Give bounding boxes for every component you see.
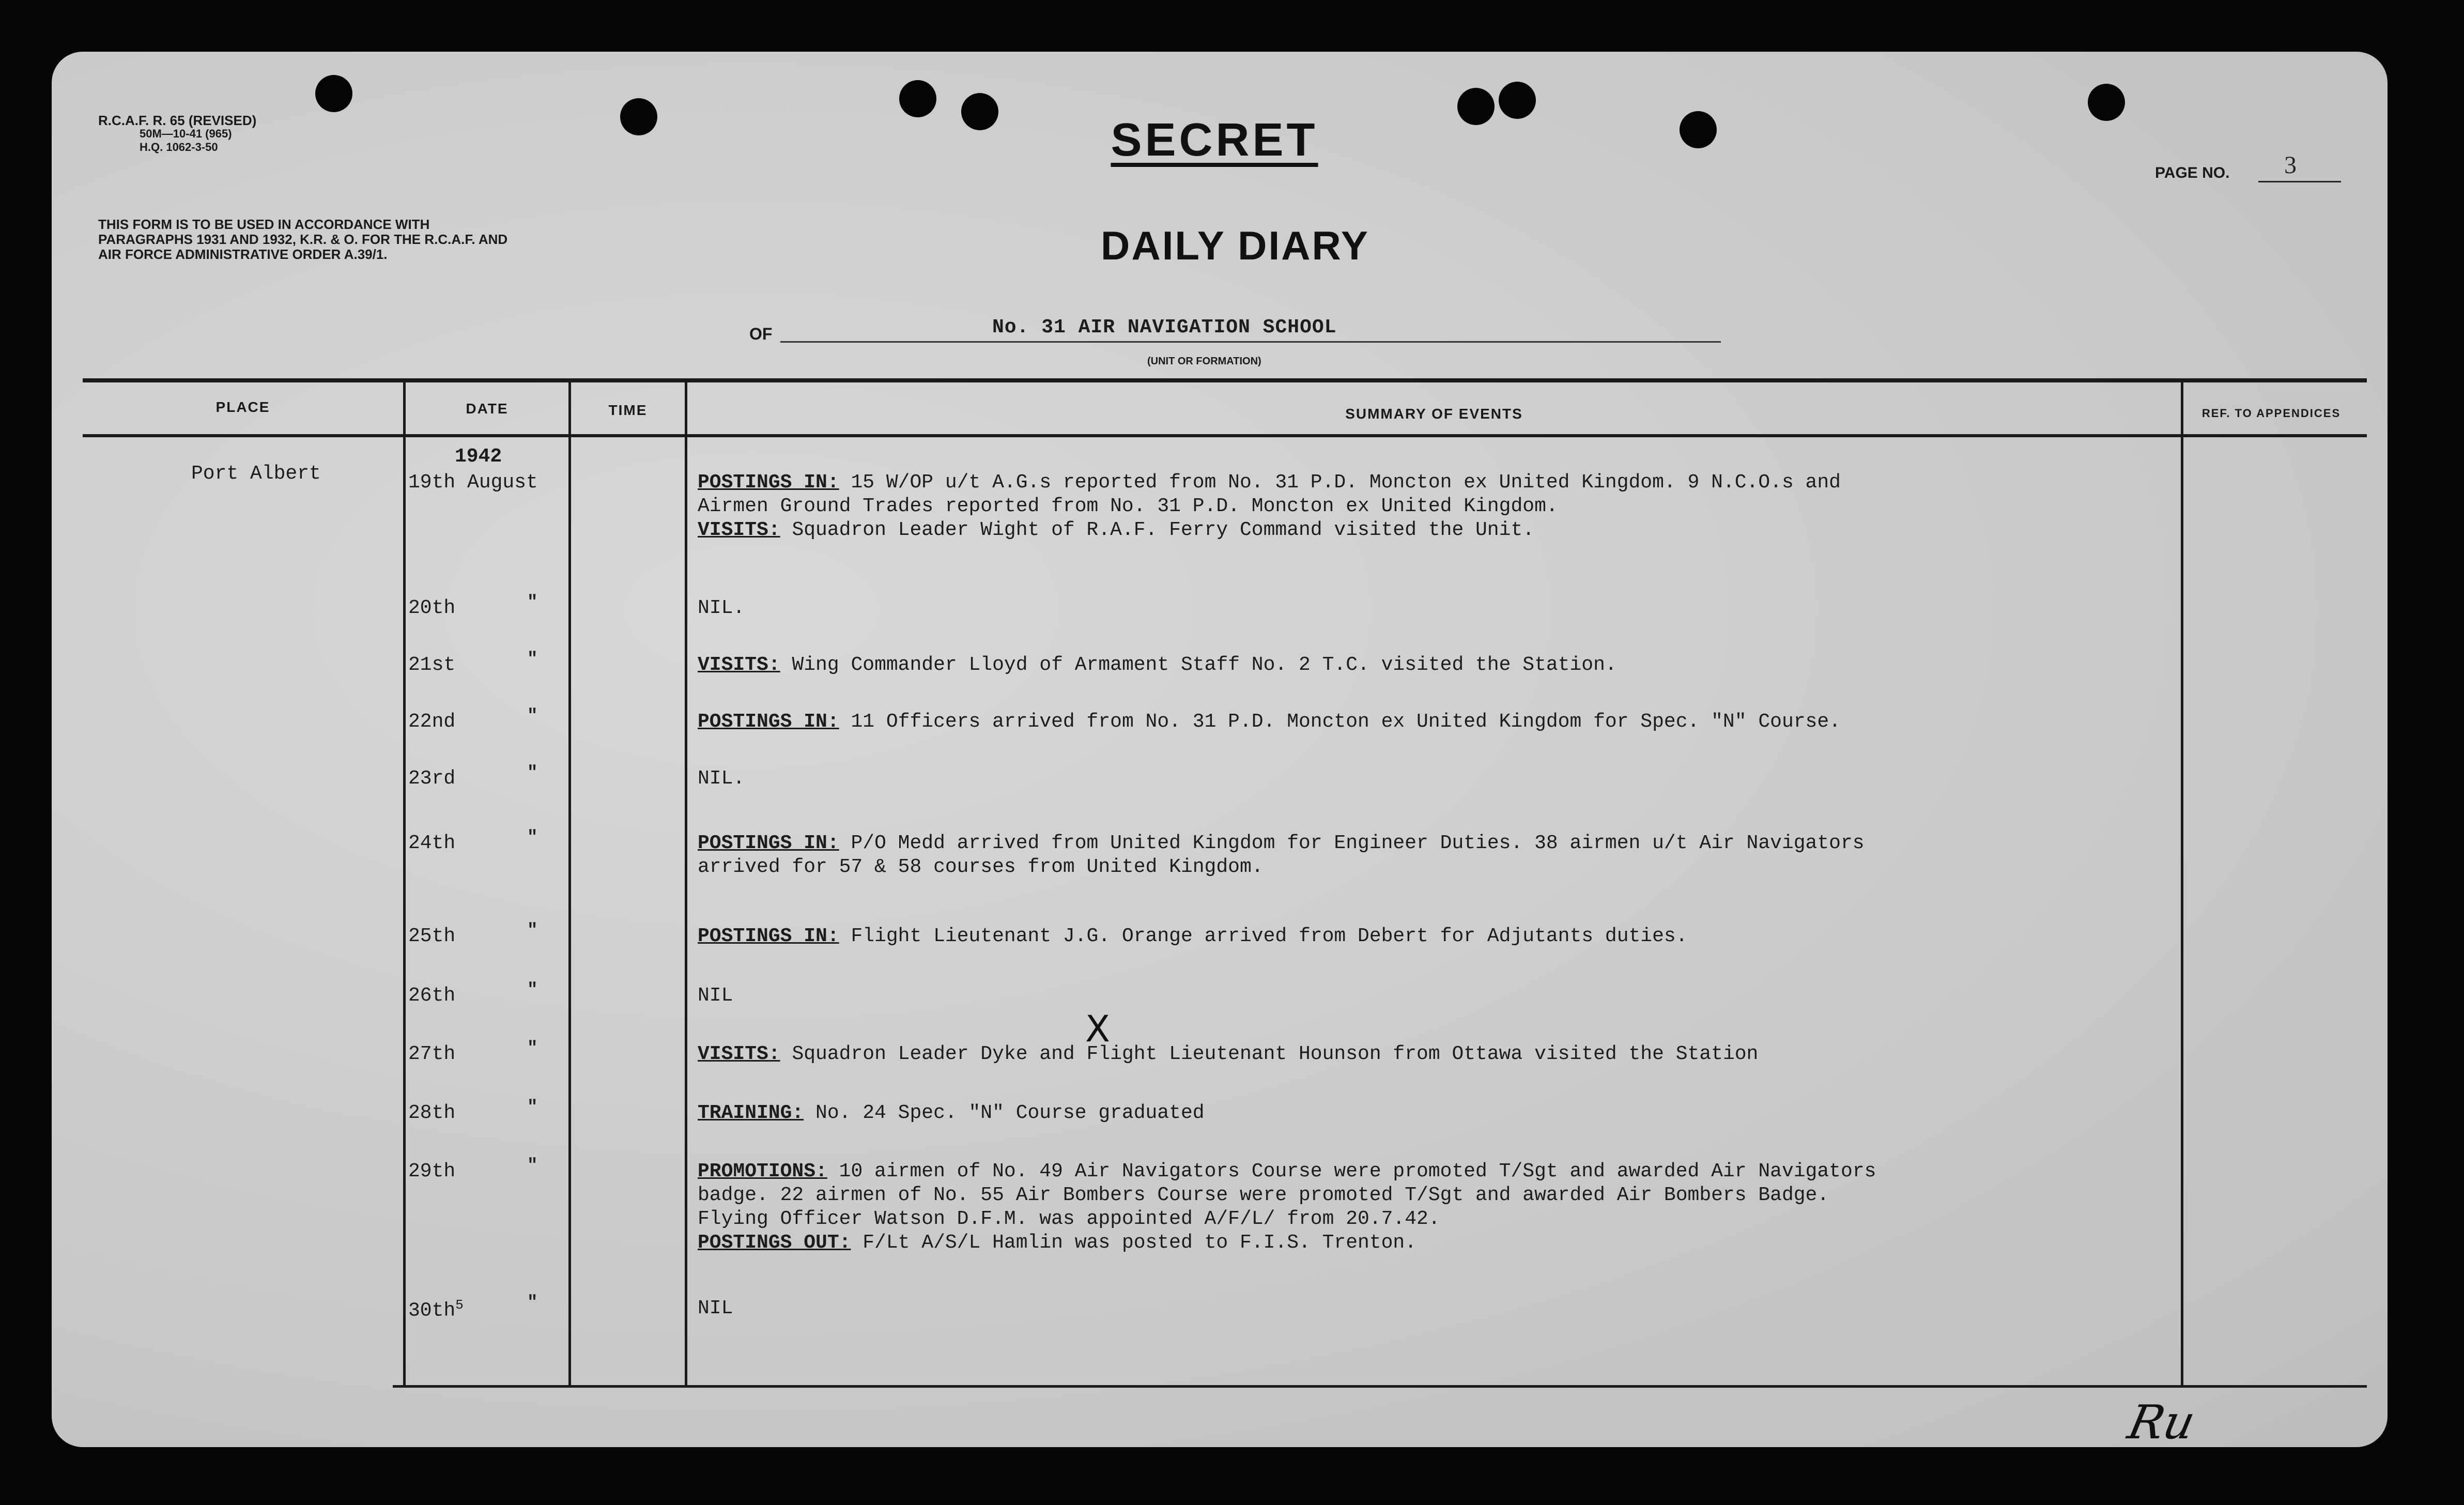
entry-text: Squadron Leader Wight of R.A.F. Ferry Command visited the Unit. [780,519,1535,541]
form-reference [98,114,256,154]
entry-text: NIL [698,1297,733,1319]
entry-text: F/Lt A/S/L Hamlin was posted to F.I.S. Trenton. [851,1232,1417,1254]
form-reference-line: 50M—10-41 (965) [140,127,232,140]
entry-category-label: TRAINING: [698,1102,804,1124]
entry-date: 29th [408,1160,456,1183]
entry-category-label: VISITS: [698,654,780,676]
entry-date: 20th [408,597,456,619]
entry-category-label: POSTINGS IN: [698,925,839,947]
entry-summary-line [698,597,745,619]
entry-category-label: PROMOTIONS: [698,1160,827,1183]
ditto-mark: " [527,1039,538,1058]
entry-text: P/O Medd arrived from United Kingdom for Engineer Duties. 38 airmen u/t Air Navigators [839,832,1865,854]
unit-name: No. 31 AIR NAVIGATION SCHOOL [992,316,1337,339]
entry-date: 27th [408,1043,456,1065]
unit-underline [780,341,1721,343]
entry-summary-line [698,654,1617,676]
entry-summary-line [698,856,1264,878]
column-divider [568,382,571,1388]
handwritten-initials: Ru [2123,1395,2200,1450]
entry-category-label: POSTINGS IN: [698,832,839,854]
column-heading-appendices: REF. TO APPENDICES [2201,407,2341,420]
entry-text: Flight Lieutenant J.G. Orange arrived from Debert for Adjutants duties. [839,925,1688,947]
entry-date: $30th^5$ [408,1297,464,1322]
form-title: DAILY DIARY [1101,223,1369,268]
page-number: 3 [2284,151,2297,179]
page-number-label: PAGE NO. [2155,164,2230,181]
ditto-mark: " [527,828,538,848]
entry-date: 24th [408,832,456,854]
entry-text: arrived for 57 & 58 courses from United Kingdom. [698,856,1264,878]
form-reference-line: H.Q. 1062-3-50 [140,141,218,153]
entry-text: 15 W/OP u/t A.G.s reported from No. 31 P.D. Moncton ex United Kingdom. 9 N.C.O.s and [839,471,1841,494]
ditto-mark: " [527,921,538,941]
entry-text: Flying Officer Watson D.F.M. was appointed A/F/L/ from 20.7.42. [698,1208,1440,1230]
diary-sheet [52,52,2388,1450]
entry-category-label: POSTINGS IN: [698,471,839,494]
punch-hole [899,80,936,117]
column-heading-place: PLACE [215,399,270,415]
entry-text: Airmen Ground Trades reported from No. 31 P.D. Moncton ex United Kingdom. [698,495,1558,517]
ditto-mark: " [527,593,538,612]
entry-date: 23rd [408,767,456,790]
entry-text: No. 24 Spec. "N" Course graduated [804,1102,1205,1124]
ditto-mark: " [527,763,538,783]
column-divider [2181,382,2183,1388]
column-divider [403,382,406,1388]
entry-category-label: VISITS: [698,1043,780,1065]
punch-hole [961,93,998,130]
entry-text: 11 Officers arrived from No. 31 P.D. Moncton ex United Kingdom for Spec. "N" Course. [839,711,1841,733]
entry-summary-line [698,985,733,1007]
entry-summary-line [698,519,1534,541]
ditto-mark: " [527,707,538,726]
entry-text: Wing Commander Lloyd of Armament Staff No. 2 T.C. visited the Station. [780,654,1617,676]
entry-date: 26th [408,985,456,1007]
table-bottom-rule [393,1385,2367,1388]
entry-category-label: POSTINGS OUT: [698,1232,851,1254]
entry-summary-line [698,1232,1416,1254]
place-cell: Port Albert [191,463,321,485]
entry-summary-line [698,495,1558,517]
entry-date-superscript: 5 [455,1297,464,1313]
ditto-mark: " [527,1293,538,1313]
entry-date: 19th August [408,471,538,494]
entry-date: 22nd [408,711,456,733]
ditto-mark: " [527,1156,538,1176]
form-usage-note: THIS FORM IS TO BE USED IN ACCORDANCE WITH PARAGRAPHS 1931 AND 1932, K.R. & O. FOR THE R.C.A.F. AND AIR FORCE ADMINISTRATIVE ORDER A.39/1. [98,217,508,262]
entry-text: NIL [698,985,733,1007]
unit-of-label: OF [749,325,773,343]
ditto-mark: " [527,650,538,669]
entry-text: NIL. [698,767,745,790]
entry-summary-line [698,925,1688,947]
punch-hole [1457,88,1495,125]
punch-hole [1680,111,1717,148]
punch-hole [315,75,352,112]
entry-summary-line [698,1160,1876,1183]
table-top-rule [83,378,2367,382]
column-divider [685,382,687,1388]
classification-heading: SECRET [1111,114,1318,166]
year-annotation: 1942 [455,446,502,468]
entry-summary-line [698,1297,733,1319]
ditto-mark: " [527,1098,538,1117]
handwritten-x-mark: X [1085,1008,1110,1050]
punch-hole [1499,82,1536,119]
entry-category-label: POSTINGS IN: [698,711,839,733]
entry-date: 21st [408,654,456,676]
entry-date: 25th [408,925,456,947]
table-header-rule [83,434,2367,437]
punch-hole [620,98,657,135]
column-heading-date: DATE [466,401,509,417]
column-heading-time: TIME [608,402,648,418]
ditto-mark: " [527,980,538,1000]
form-reference-line: R.C.A.F. R. 65 (REVISED) [98,113,257,128]
page-number-line [2258,181,2341,182]
punch-hole [2088,84,2125,121]
entry-summary-line [698,832,1865,854]
unit-caption: (UNIT OR FORMATION) [1147,356,1261,367]
entry-summary-line [698,1184,1829,1206]
entry-date: 28th [408,1102,456,1124]
entry-text: NIL. [698,597,745,619]
entry-summary-line [698,471,1841,494]
entry-text: badge. 22 airmen of No. 55 Air Bombers Course were promoted T/Sgt and awarded Air Bombers Badge. [698,1184,1829,1206]
entry-text: 10 airmen of No. 49 Air Navigators Course were promoted T/Sgt and awarded Air Navigators [827,1160,1876,1183]
entry-summary-line [698,1102,1205,1124]
entry-summary-line [698,767,745,790]
entry-summary-line [698,711,1841,733]
entry-summary-line [698,1208,1440,1230]
entry-category-label: VISITS: [698,519,780,541]
column-heading-summary: SUMMARY OF EVENTS [1345,406,1523,422]
entry-text: Squadron Leader Dyke and Flight Lieutenant Hounson from Ottawa visited the Station [780,1043,1759,1065]
entry-summary-line [698,1043,1758,1065]
